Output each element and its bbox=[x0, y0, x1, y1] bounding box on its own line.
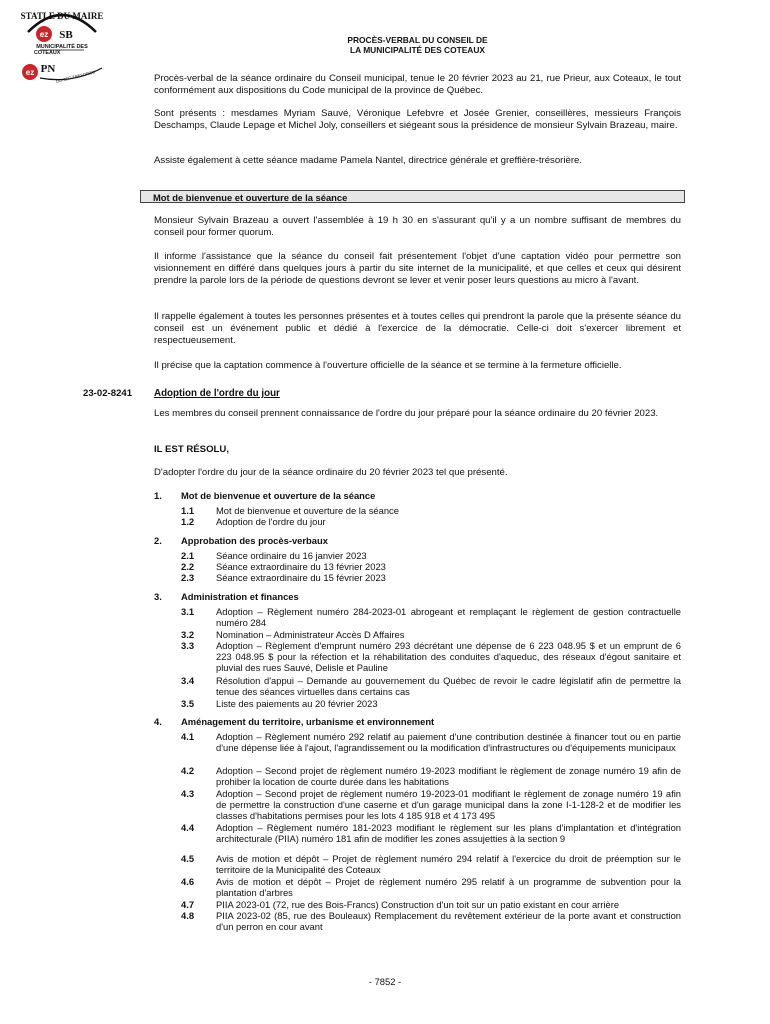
agenda-item-text: Séance ordinaire du 16 janvier 2023 bbox=[216, 550, 367, 561]
agenda-item-text: Adoption – Règlement numéro 181-2023 modifiant le règlement sur les plans d'implantation et d'intégration architecturale (PIIA) numéro 181 afin de modifier les zones assujetties à la section 9 bbox=[216, 822, 681, 845]
agenda-item-text: Adoption – Règlement numéro 284-2023-01 abrogeant et remplaçant le règlement de gestion contractuelle numéro 284 bbox=[216, 606, 681, 629]
welcome-paragraph-3: Il rappelle également à toutes les personnes présentes et à toutes celles qui prendront la parole que la présente séance du conseil est un événement public et dédié à l'exercice de la démocratie. Celle-ci doit s'exercer librement et respectueusement. bbox=[154, 311, 681, 347]
agenda-item-text: Liste des paiements au 20 février 2023 bbox=[216, 698, 378, 709]
agenda-item-number: 3.5 bbox=[181, 698, 195, 709]
badge-text: ez bbox=[39, 30, 49, 39]
initials-text: PN bbox=[40, 63, 56, 75]
agenda-item-number: 3.1 bbox=[181, 606, 195, 617]
dg-tail-text: DG-SEC-TRESORIER bbox=[55, 69, 96, 84]
agenda-item-text: Nomination – Administrateur Accès D Affaires bbox=[216, 629, 405, 640]
resolution-paragraph-1: Les membres du conseil prennent connaissance de l'ordre du jour préparé pour la séance ordinaire du 20 février 2023. bbox=[154, 408, 659, 419]
dg-initials-stamp bbox=[16, 58, 104, 88]
section-heading-box: Mot de bienvenue et ouverture de la séance bbox=[140, 190, 685, 203]
agenda-item-number: 4.6 bbox=[181, 876, 195, 887]
agenda-item-text: Adoption – Règlement d'emprunt numéro 293 décrétant une dépense de 6 223 048.95 $ et un emprunt de 6 223 048.95 $ pour la réfection et la réhabilitation des conduites d'aqueduc, des réseaux d'égout sanitaire et pluvial des rues Sauvé, Delisle et Pauline bbox=[216, 640, 681, 674]
agenda-section-title: Approbation des procès-verbaux bbox=[181, 535, 328, 546]
agenda-item-number: 4.1 bbox=[181, 731, 195, 742]
initials-text: SB bbox=[59, 29, 73, 41]
resolved-heading: IL EST RÉSOLU, bbox=[154, 444, 229, 455]
seal-arc-text: STATLE DU MAIRE bbox=[20, 11, 104, 21]
mayor-initials-stamp bbox=[18, 4, 106, 54]
welcome-paragraph-2: Il informe l'assistance que la séance du conseil fait présentement l'objet d'une captation vidéo pour permettre son visionnement en différé dans quelques jours à partir du site internet de la municipalité, et que celles et ceux qui désirent prendre la parole lors de la période de questions devront se lever et venir poser leurs questions au micro à l'avant. bbox=[154, 251, 681, 287]
agenda-item-number: 3.3 bbox=[181, 640, 195, 651]
agenda-item-text: PIIA 2023-01 (72, rue des Bois-Francs) Construction d'un toit sur un patio existant en cour arrière bbox=[216, 899, 620, 910]
agenda-item-number: 2.3 bbox=[181, 572, 195, 583]
agenda-item-number: 4.8 bbox=[181, 910, 195, 921]
document-title-line2: LA MUNICIPALITÉ DES COTEAUX bbox=[350, 45, 485, 55]
agenda-item-number: 2.1 bbox=[181, 550, 195, 561]
agenda-section-title: Mot de bienvenue et ouverture de la séance bbox=[181, 490, 376, 501]
intro-paragraph-1: Procès-verbal de la séance ordinaire du Conseil municipal, tenue le 20 février 2023 au 21, rue Prieur, aux Coteaux, le tout conformément aux dispositions du Code municipal de la province de Québec. bbox=[154, 73, 681, 97]
agenda-item-number: 2.2 bbox=[181, 561, 195, 572]
agenda-item-number: 4.5 bbox=[181, 853, 195, 864]
resolution-title: Adoption de l'ordre du jour bbox=[154, 388, 280, 399]
agenda-section-title: Administration et finances bbox=[181, 591, 299, 602]
agenda-item-number: 4.4 bbox=[181, 822, 195, 833]
agenda-item-text: Séance extraordinaire du 13 février 2023 bbox=[216, 561, 386, 572]
agenda-section-number: 1. bbox=[154, 490, 162, 501]
page-number: - 7852 - bbox=[368, 976, 402, 987]
agenda-section-number: 3. bbox=[154, 591, 162, 602]
mayor-seal-icon bbox=[18, 4, 106, 54]
document-title-line1: PROCÈS-VERBAL DU CONSEIL DE bbox=[347, 35, 488, 45]
agenda-item-text: Avis de motion et dépôt – Projet de règlement numéro 294 relatif à l'exercice du droit de préemption sur le territoire de la Municipalité des Coteaux bbox=[216, 853, 681, 876]
agenda-item-number: 4.7 bbox=[181, 899, 195, 910]
agenda-item-text: Adoption – Second projet de règlement numéro 19-2023 modifiant le règlement de zonage numéro 19 afin de prohiber la location de courte durée dans les habitations bbox=[216, 765, 681, 788]
agenda-section-number: 2. bbox=[154, 535, 162, 546]
agenda-item-number: 3.2 bbox=[181, 629, 195, 640]
agenda-item-number: 4.3 bbox=[181, 788, 195, 799]
agenda-item-text: Adoption – Règlement numéro 292 relatif au paiement d'une contribution destinée à financer tout ou en partie d'une dépense liée à l'ajout, l'agrandissement ou la modification d'infrastructures ou d'équipements municipaux bbox=[216, 731, 681, 754]
agenda-item-text: Adoption de l'ordre du jour bbox=[216, 516, 326, 527]
agenda-item-number: 3.4 bbox=[181, 675, 195, 686]
agenda-item-text: Adoption – Second projet de règlement numéro 19-2023-01 modifiant le règlement de zonage numéro 19 afin de permettre la construction d'une caserne et d'un garage municipal dans la zone I-1-128-2 et de modifier les classes d'habitations permises pour les lots 4 185 918 et 4 173 495 bbox=[216, 788, 681, 822]
agenda-item-text: Mot de bienvenue et ouverture de la séance bbox=[216, 505, 399, 516]
agenda-item-text: PIIA 2023-02 (85, rue des Bouleaux) Remplacement du revêtement extérieur de la porte avant et construction d'un perron en cour avant bbox=[216, 910, 681, 933]
agenda-section-title: Aménagement du territoire, urbanisme et environnement bbox=[181, 716, 435, 727]
welcome-paragraph-1: Monsieur Sylvain Brazeau a ouvert l'assemblée à 19 h 30 en s'assurant qu'il y a un nombre suffisant de membres du conseil pour former quorum. bbox=[154, 215, 681, 239]
agenda-item-number: 1.2 bbox=[181, 516, 195, 527]
agenda-item-text: Séance extraordinaire du 15 février 2023 bbox=[216, 572, 386, 583]
resolution-number: 23-02-8241 bbox=[83, 388, 133, 399]
dg-seal-icon bbox=[16, 58, 104, 88]
badge-text: ez bbox=[25, 68, 35, 77]
intro-paragraph-2: Sont présents : mesdames Myriam Sauvé, Véronique Lefebvre et Josée Grenier, conseillères, messieurs François Deschamps, Claude Lepage et Michel Joly, conseillers et siégeant sous la présidence de monsieur Sylvain Brazeau, maire. bbox=[154, 108, 681, 132]
intro-paragraph-3: Assiste également à cette séance madame Pamela Nantel, directrice générale et greffière-trésorière. bbox=[154, 155, 583, 166]
muni-line1: MUNICIPALITÉ DES bbox=[36, 44, 88, 50]
agenda-item-text: Avis de motion et dépôt – Projet de règlement numéro 295 relatif à un programme de subvention pour la plantation d'arbres bbox=[216, 876, 681, 899]
resolution-paragraph-2: D'adopter l'ordre du jour de la séance ordinaire du 20 février 2023 tel que présenté. bbox=[154, 467, 508, 478]
welcome-paragraph-4: Il précise que la captation commence à l'ouverture officielle de la séance et se termine à la fermeture officielle. bbox=[154, 360, 622, 371]
muni-line2: COTEAUX bbox=[34, 50, 61, 56]
agenda-item-number: 1.1 bbox=[181, 505, 195, 516]
agenda-section-number: 4. bbox=[154, 716, 162, 727]
agenda-item-number: 4.2 bbox=[181, 765, 195, 776]
agenda-item-text: Résolution d'appui – Demande au gouvernement du Québec de revoir le cadre législatif afin de permettre la tenue des séances virtuelles dans certains cas bbox=[216, 675, 681, 698]
